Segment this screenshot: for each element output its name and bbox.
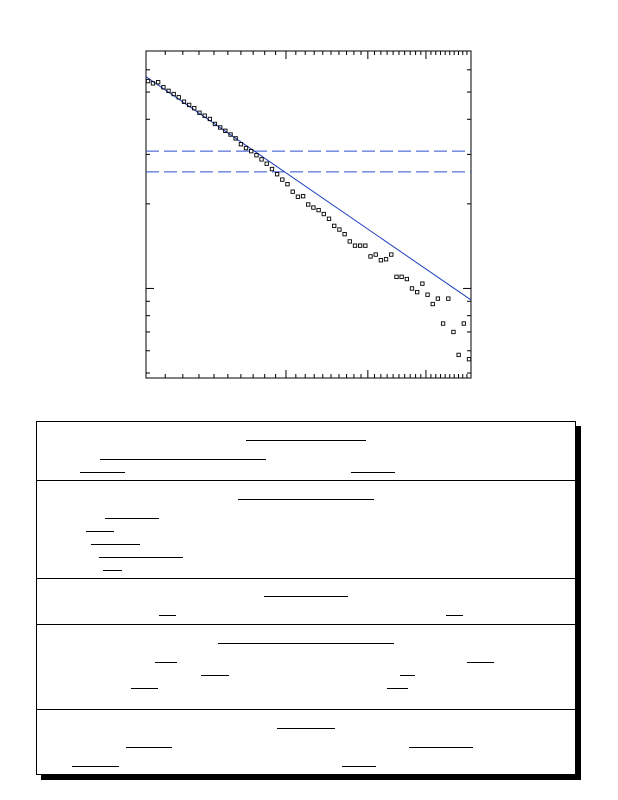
data-point [333, 224, 336, 227]
data-point [452, 330, 455, 333]
data-point [265, 162, 268, 165]
text-line [218, 643, 394, 644]
data-point [301, 194, 304, 197]
text-line [201, 675, 229, 676]
data-point [156, 81, 159, 84]
text-line [238, 499, 374, 500]
text-line [342, 766, 376, 767]
data-point [291, 190, 294, 193]
data-point [343, 232, 346, 235]
text-line [126, 747, 172, 748]
text-line [72, 766, 119, 767]
text-line [159, 615, 176, 616]
data-point [353, 244, 356, 247]
data-point [410, 287, 413, 290]
data-point [384, 258, 387, 261]
panel-section-3 [37, 579, 575, 625]
data-point [467, 357, 470, 360]
text-line [246, 440, 366, 441]
data-point [286, 182, 289, 185]
data-point [270, 167, 273, 170]
text-line [400, 675, 415, 676]
text-line [131, 688, 158, 689]
plot-frame [146, 51, 471, 378]
data-point [405, 277, 408, 280]
data-point [146, 79, 149, 82]
data-point [395, 275, 398, 278]
text-line [91, 544, 140, 545]
data-point [281, 178, 284, 181]
text-line [264, 596, 348, 597]
data-point [327, 217, 330, 220]
data-point [462, 322, 465, 325]
data-point [296, 195, 299, 198]
data-point [457, 353, 460, 356]
text-line [351, 472, 395, 473]
axis-ticks [146, 51, 471, 378]
data-point [255, 154, 258, 157]
data-point [441, 322, 444, 325]
data-point [379, 259, 382, 262]
panel-section-4 [37, 625, 575, 710]
data-point [317, 208, 320, 211]
panel-section-2 [37, 481, 575, 579]
text-line [105, 518, 159, 519]
data-point [322, 212, 325, 215]
text-line [99, 557, 183, 558]
data-point [338, 228, 341, 231]
data-point [275, 173, 278, 176]
data-point [400, 275, 403, 278]
data-point [426, 293, 429, 296]
reference-lines [146, 151, 471, 172]
text-line [446, 615, 463, 616]
text-line [387, 688, 408, 689]
data-point [312, 206, 315, 209]
text-line [277, 728, 335, 729]
data-point [431, 302, 434, 305]
data-point [374, 253, 377, 256]
panel-section-1 [37, 422, 575, 481]
text-line [467, 662, 494, 663]
text-line [80, 472, 125, 473]
text-line [409, 747, 473, 748]
panel-section-5 [37, 710, 575, 774]
info-panel [36, 421, 576, 775]
data-point [244, 146, 247, 149]
data-point [436, 297, 439, 300]
data-point [348, 240, 351, 243]
text-line [86, 531, 114, 532]
text-line [100, 459, 266, 460]
data-point [358, 244, 361, 247]
data-point [447, 297, 450, 300]
text-line [155, 662, 177, 663]
data-point [421, 282, 424, 285]
data-points [146, 79, 470, 360]
data-point [390, 253, 393, 256]
text-line [103, 570, 122, 571]
data-point [364, 244, 367, 247]
data-point [369, 255, 372, 258]
data-point [415, 290, 418, 293]
data-point [260, 158, 263, 161]
data-point [307, 203, 310, 206]
